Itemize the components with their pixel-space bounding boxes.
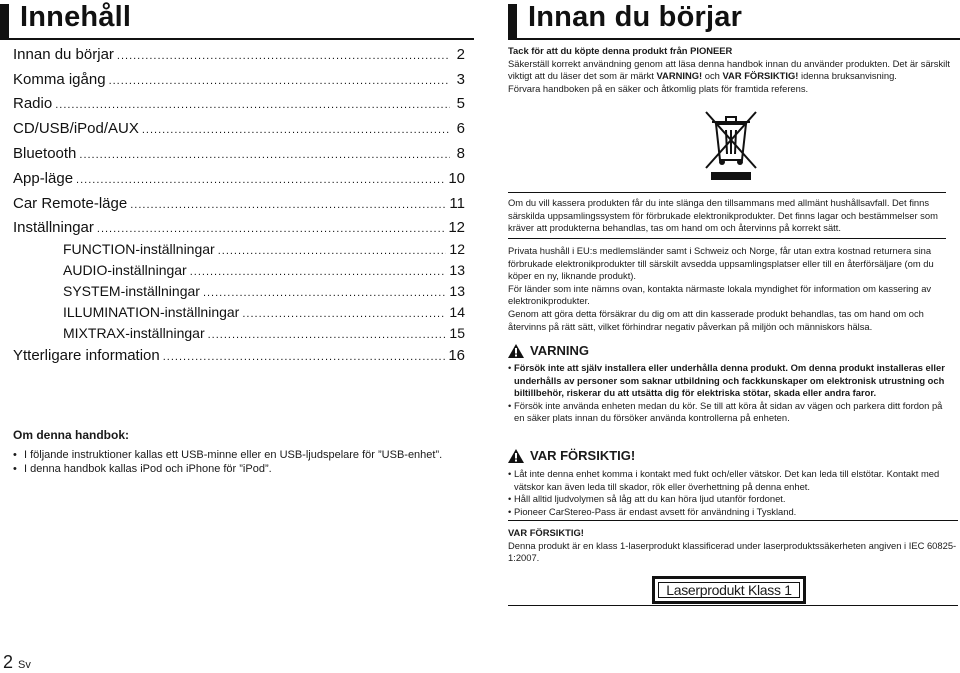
- toc-entry[interactable]: [13, 170, 465, 192]
- toc-entry-page: 11: [449, 195, 465, 212]
- toc-entry-label: App-läge: [13, 170, 74, 187]
- toc-entry-label: MIXTRAX-inställningar: [63, 325, 205, 341]
- bullet-icon: •: [13, 463, 17, 475]
- toc-leader: [109, 75, 450, 87]
- laser-heading: VAR FÖRSIKTIG!: [508, 527, 584, 538]
- toc-entry[interactable]: [63, 325, 465, 347]
- header-bar: [508, 4, 517, 38]
- toc-leader: [117, 50, 450, 62]
- toc-leader: [97, 223, 445, 235]
- toc-leader: [208, 329, 447, 341]
- toc-leader: [163, 351, 446, 363]
- warning-list: [508, 362, 954, 425]
- toc-entry-label: CD/USB/iPod/AUX: [13, 120, 139, 137]
- toc-entry-page: 5: [456, 95, 465, 112]
- about-item: • I följande instruktioner kallas ett USB-minne eller en USB-ljudspelare för ”USB-enhet”.: [13, 449, 443, 461]
- toc-leader: [142, 124, 450, 136]
- toc-leader: [190, 266, 447, 278]
- toc-entry-label: Inställningar: [13, 219, 94, 236]
- toc-leader: [55, 99, 450, 111]
- bullet-icon: •: [508, 468, 512, 479]
- toc-leader: [76, 174, 445, 186]
- bullet-icon: •: [508, 362, 512, 373]
- toc-entry-page: 12: [449, 241, 465, 257]
- toc-entry[interactable]: [13, 219, 465, 241]
- intro-text: Tack för att du köpte denna produkt från PIONEER Säkerställ korrekt användning genom att läsa denna handbok innan du använder produkten. Det är särskilt viktigt att du läser det som är märkt VARNING! och VAR FÖRSIKTIG! idenna bruksanvisning. Förvara handboken på en säker och åtkomlig plats för framtida referens.: [508, 45, 950, 94]
- toc-entry[interactable]: [63, 304, 465, 326]
- page-number: 2 Sv: [3, 652, 31, 672]
- toc-entry[interactable]: [13, 347, 465, 369]
- contents-title: Innehåll: [20, 1, 132, 33]
- list-item: • Pioneer CarStereo-Pass är endast avsett för användning i Tyskland.: [508, 505, 797, 517]
- list-item: • Håll alltid ljudvolymen så låg att du kan höra ljud utanför fordonet.: [508, 493, 786, 505]
- caution-list: [508, 468, 954, 518]
- left-page-header: [0, 1, 474, 40]
- toc-entry-page: 14: [449, 304, 465, 320]
- toc-entry[interactable]: [13, 95, 465, 117]
- toc-leader: [130, 199, 446, 211]
- toc-entry-page: 8: [456, 145, 465, 162]
- toc-entry-page: 2: [456, 46, 465, 63]
- list-item: • Låt inte denna enhet komma i kontakt med fukt och/eller vätskor. Det kan leda till elstötar. Kontakt med vätskor kan även leda till skador, rök eller överhettning på denna enhet.: [508, 468, 940, 492]
- toc-entry-page: 13: [449, 283, 465, 299]
- header-bar: [0, 4, 9, 38]
- toc-leader: [203, 287, 446, 299]
- crossed-out-bin-icon: [700, 104, 762, 184]
- list-item: • Försök inte att själv installera eller underhålla denna produkt. Om denna produkt installeras eller underhålls av personer som saknar utbildning och fackkunskaper om elektronisk utrustning och biltillbehör, riskerar du att utsätta dig för elektriska stötar, skada eller andra faror.: [508, 362, 945, 399]
- toc-entry-label: Komma igång: [13, 71, 106, 88]
- toc-entry[interactable]: [13, 46, 465, 68]
- bullet-icon: •: [508, 505, 512, 517]
- toc-entry-label: Bluetooth: [13, 145, 77, 162]
- right-page-header: [508, 1, 960, 40]
- toc-entry-label: Innan du börjar: [13, 46, 114, 63]
- laser-text: Denna produkt är en klass 1-laserprodukt klassificerad under laserproduktssäkerheten angiven i IEC 60825-1:2007.: [508, 539, 957, 564]
- toc-entry[interactable]: [63, 262, 465, 284]
- toc-entry[interactable]: [13, 120, 465, 142]
- disposal-notice: Om du vill kassera produkten får du inte slänga den tillsammans med allmänt hushållsavfall. Det finns särskilda uppsamlingssystem för förbrukade elektronikprodukter. Det finns lagar och bestämmelser som kräver att produkterna behandlas, tas om hand om och återvinns på korrekt sätt.: [508, 192, 946, 239]
- toc-entry-page: 16: [448, 347, 465, 364]
- about-item: • I denna handbok kallas iPod och iPhone för ”iPod”.: [13, 463, 272, 475]
- eu-recycling-text: Privata hushåll i EU:s medlemsländer samt i Schweiz och Norge, får utan extra kostnad returnera sina förbrukade elektronikprodukter till särskilt avsedda uppsamlingsplatser eller till en återförsäljare (om du köper en ny, liknande produkt). För länder som inte nämns ovan, kontakta närmaste lokala myndighet för information om kassering av elektronikprodukter. Genom att göra detta försäkrar du dig om att din kasserade produkt behandlas, tas om hand om och återvinns på rätt sätt, vilket förhindrar negativ påverkan på miljön och människors hälsa.: [508, 245, 934, 332]
- bullet-icon: •: [508, 399, 512, 411]
- toc-entry-page: 10: [448, 170, 465, 187]
- toc-entry-label: Car Remote-läge: [13, 195, 128, 212]
- toc-entry[interactable]: [13, 145, 465, 167]
- about-manual-title: Om denna handbok:: [13, 428, 130, 442]
- toc-entry-page: 15: [449, 325, 465, 341]
- toc-entry-page: 12: [448, 219, 465, 236]
- toc-entry-label: SYSTEM-inställningar: [63, 283, 200, 299]
- toc-entry-label: ILLUMINATION-inställningar: [63, 304, 240, 320]
- toc-entry-page: 6: [456, 120, 465, 137]
- warning-icon: [508, 344, 524, 358]
- toc-entry[interactable]: [13, 195, 465, 217]
- bullet-icon: •: [508, 493, 512, 505]
- toc-entry-label: AUDIO-inställningar: [63, 262, 187, 278]
- toc-entry-label: FUNCTION-inställningar: [63, 241, 215, 257]
- caution-heading: VAR FÖRSIKTIG!: [508, 448, 635, 463]
- toc-entry[interactable]: [63, 283, 465, 305]
- toc-entry[interactable]: [13, 71, 465, 93]
- toc-entry-page: 13: [449, 262, 465, 278]
- toc-leader: [242, 308, 446, 320]
- toc-entry[interactable]: [63, 241, 465, 263]
- toc-entry-label: Ytterligare information: [13, 347, 160, 364]
- warning-icon: [508, 449, 524, 463]
- laser-product-label: Laserprodukt Klass 1: [652, 576, 806, 604]
- toc-leader: [79, 149, 450, 161]
- section-title: Innan du börjar: [528, 1, 743, 33]
- warning-heading: VARNING: [508, 343, 589, 358]
- toc-leader: [218, 245, 447, 257]
- bullet-icon: •: [13, 449, 17, 461]
- list-item: • Försök inte använda enheten medan du kör. Se till att köra åt sidan av vägen och parkera ditt fordon på en säker plats innan du försöker använda kontrollerna på enheten.: [508, 399, 943, 424]
- toc-entry-label: Radio: [13, 95, 53, 112]
- toc-entry-page: 3: [456, 71, 465, 88]
